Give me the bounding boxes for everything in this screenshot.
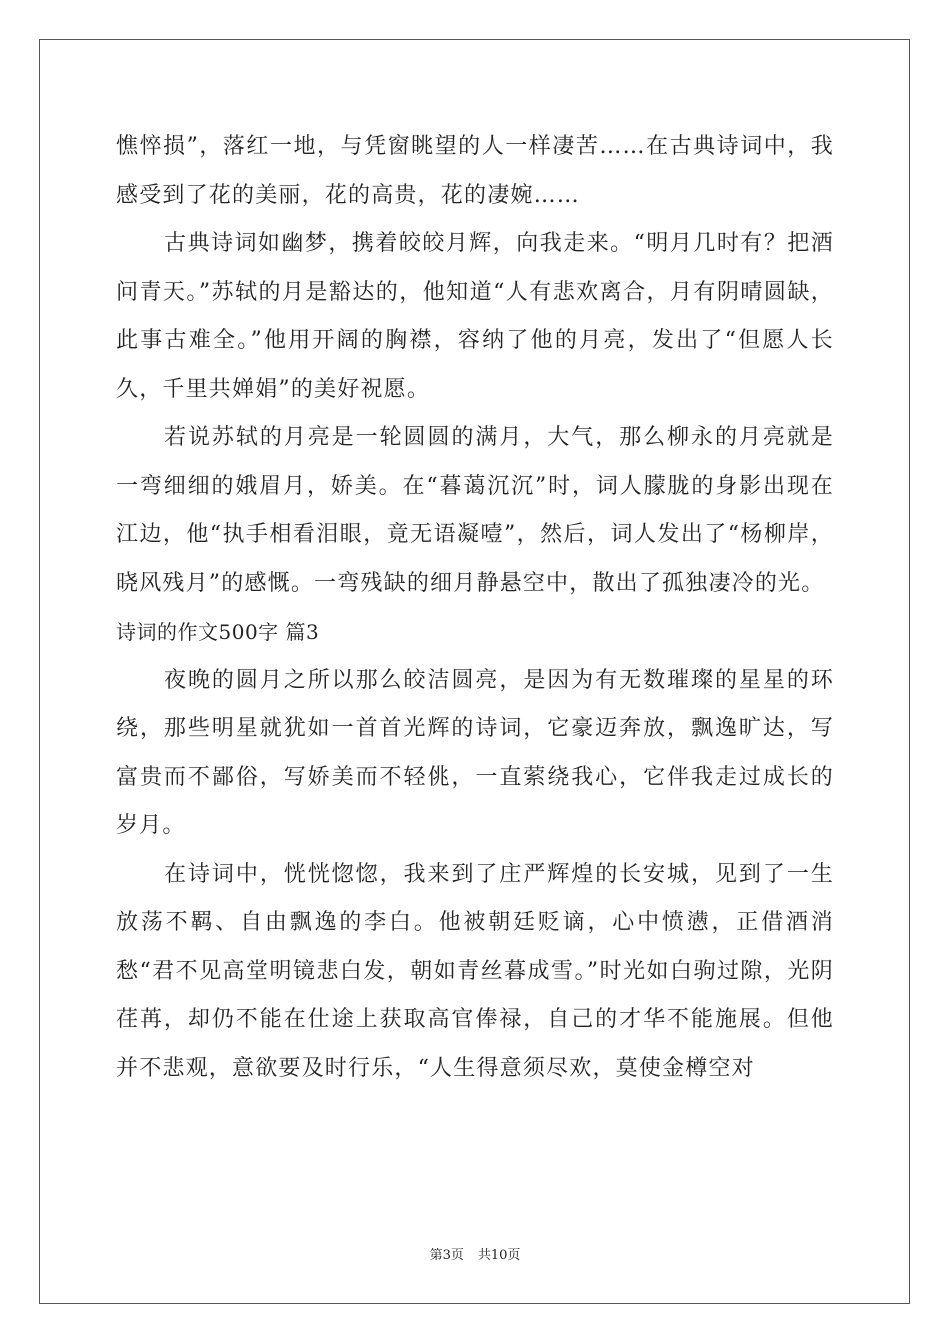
paragraph-continuation: 憔悴损”，落红一地，与凭窗眺望的人一样凄苦……在古典诗词中，我感受到了花的美丽，花的高贵，花的凄婉…… [116, 134, 834, 208]
paragraph-stars-poems: 夜晚的圆月之所以那么皎洁圆亮，是因为有无数璀璨的星星的环绕，那些明星就犹如一首首光辉的诗词，它豪迈奔放，飘逸旷达，写富贵而不鄙俗，写娇美而不轻佻，一直萦绕我心，它伴我走过成长的岁月。 [116, 667, 834, 838]
paragraph-moon-su-shi: 古典诗词如幽梦，携着皎皎月辉，向我走来。“明月几时有？把酒问青天。”苏轼的月是豁达的，他知道“人有悲欢离合，月有阴晴圆缺，此事古难全。”他用开阔的胸襟，容纳了他的月亮，发出了“但愿人长久，千里共婵娟”的美好祝愿。 [116, 231, 834, 402]
page-number: 第3页 [429, 1248, 464, 1263]
document-body [116, 123, 834, 1093]
page-total: 共10页 [477, 1248, 521, 1263]
page-footer [0, 1244, 950, 1263]
paragraph-li-bai: 在诗词中，恍恍惚惚，我来到了庄严辉煌的长安城，见到了一生放荡不羁、自由飘逸的李白。他被朝廷贬谪，心中愤懑，正借酒消愁“君不见高堂明镜悲白发，朝如青丝暮成雪。”时光如白驹过隙，光阴荏苒，却仍不能在仕途上获取高官俸禄，自己的才华不能施展。但他并不悲观，意欲要及时行乐，“人生得意须尽欢，莫使金樽空对 [116, 861, 834, 1081]
paragraph-moon-liu-yong: 若说苏轼的月亮是一轮圆圆的满月，大气，那么柳永的月亮就是一弯细细的娥眉月，娇美。在“暮蔼沉沉”时，词人朦胧的身影出现在江边，他“执手相看泪眼，竟无语凝噎”，然后，词人发出了“杨柳岸，晓风残月”的感慨。一弯残缺的细月静悬空中，散出了孤独凄冷的光。 [116, 425, 834, 596]
section-heading: 诗词的作文500字 篇3 [116, 620, 320, 644]
